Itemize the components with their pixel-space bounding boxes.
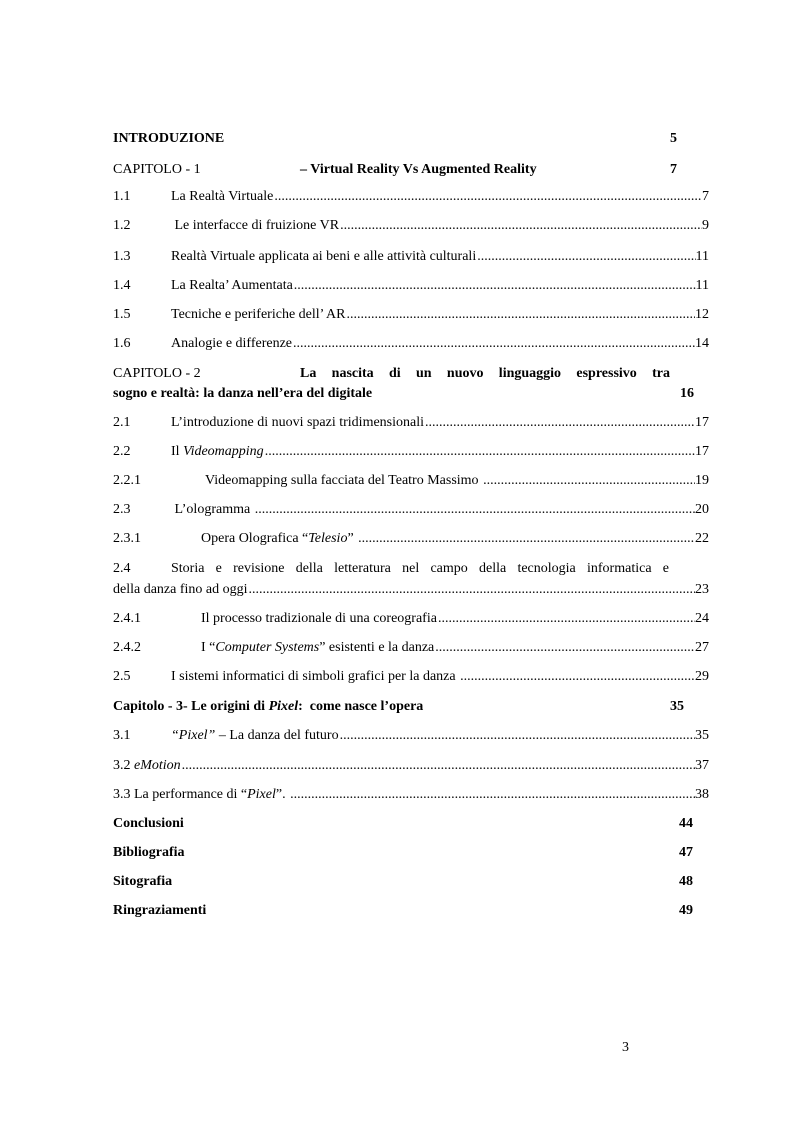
toc-entry xyxy=(113,443,709,461)
toc-leader-dots xyxy=(274,188,702,206)
toc-entry xyxy=(113,639,709,657)
toc-entry-title: Opera Olografica “Telesio” xyxy=(201,531,358,546)
toc-sitografia-page: 48 xyxy=(679,874,693,889)
toc-leader-dots xyxy=(255,501,695,519)
toc-leader-dots xyxy=(340,217,702,235)
toc-entry xyxy=(113,610,709,628)
toc-leader-dots xyxy=(346,306,695,324)
toc-leader-dots xyxy=(425,414,695,432)
toc-cap2-label: CAPITOLO - 2 xyxy=(113,366,201,381)
toc-entry-number: 2.3 xyxy=(113,502,131,517)
toc-leader-dots xyxy=(435,639,695,657)
toc-conclusioni: Conclusioni xyxy=(113,816,184,831)
toc-bibliografia: Bibliografia xyxy=(113,845,185,860)
toc-entry-number: 2.2 xyxy=(113,444,131,459)
toc-entry xyxy=(113,727,709,745)
toc-entry-title: La Realta’ Aumentata xyxy=(171,278,293,293)
toc-entry-title: Le interfacce di fruizione VR xyxy=(171,218,340,233)
toc-entry-page: 9 xyxy=(702,218,709,233)
toc-cap1-title: – Virtual Reality Vs Augmented Reality xyxy=(300,162,537,177)
toc-bibliografia-page: 47 xyxy=(679,845,693,860)
toc-entry-number: 2.3.1 xyxy=(113,531,141,546)
toc-entry-title: La Realtà Virtuale xyxy=(171,189,274,204)
toc-entry xyxy=(113,668,709,686)
toc-entry-page: 11 xyxy=(695,278,709,293)
toc-entry xyxy=(113,530,709,548)
toc-introduzione-label: INTRODUZIONE xyxy=(113,131,225,146)
toc-entry-number: 1.1 xyxy=(113,189,131,204)
toc-entry xyxy=(113,306,709,324)
toc-entry xyxy=(113,277,709,295)
toc-leader-dots xyxy=(182,757,695,775)
toc-entry-number: 2.4.2 xyxy=(113,640,141,655)
toc-entry-title: I sistemi informatici di simboli grafici per la danza xyxy=(171,669,460,684)
toc-entry-title: Realtà Virtuale applicata ai beni e alle attività culturali xyxy=(171,249,477,264)
toc-entry-number: 1.4 xyxy=(113,278,131,293)
toc-entry-title: 3.3 La performance di “Pixel”. xyxy=(113,787,290,802)
toc-cap2-title-line2: sogno e realtà: la danza nell’era del digitale xyxy=(113,386,373,401)
toc-leader-dots xyxy=(340,727,695,745)
toc-entry xyxy=(113,335,709,353)
toc-entry-page: 35 xyxy=(695,728,709,743)
toc-cap3-page: 35 xyxy=(670,699,684,714)
toc-entry-number: 1.2 xyxy=(113,218,131,233)
toc-leader-dots xyxy=(483,472,695,490)
toc-entry-title: Tecniche e periferiche dell’ AR xyxy=(171,307,346,322)
toc-entry xyxy=(113,757,709,775)
toc-entry-number: 2.4.1 xyxy=(113,611,141,626)
toc-leader-dots xyxy=(438,610,695,628)
toc-entry xyxy=(113,501,709,519)
toc-entry-number: 2.2.1 xyxy=(113,473,141,488)
toc-entry-page: 22 xyxy=(695,531,709,546)
toc-cap2-title-line1: La nascita di un nuovo linguaggio espressivo tra xyxy=(300,366,670,381)
toc-introduzione-page: 5 xyxy=(670,131,677,146)
toc-entry xyxy=(113,248,709,266)
toc-cap1-page: 7 xyxy=(670,162,677,177)
toc-entry xyxy=(113,581,709,599)
toc-entry-title: Il Videomapping xyxy=(171,444,264,459)
toc-entry-page: 11 xyxy=(695,249,709,264)
toc-entry xyxy=(113,217,709,235)
toc-entry-page: 19 xyxy=(695,473,709,488)
toc-entry-title-line1: Storia e revisione della letteratura nel campo della tecnologia informatica e xyxy=(171,561,669,576)
toc-entry-number: 1.6 xyxy=(113,336,131,351)
toc-cap1-label: CAPITOLO - 1 xyxy=(113,162,201,177)
toc-entry-title: L’ologramma xyxy=(171,502,254,517)
toc-entry-page: 14 xyxy=(695,336,709,351)
toc-entry xyxy=(113,414,709,432)
toc-entry-page: 24 xyxy=(695,611,709,626)
page-number: 3 xyxy=(622,1040,629,1055)
toc-entry-title-line2: della danza fino ad oggi xyxy=(113,582,248,597)
toc-entry-title: Analogie e differenze xyxy=(171,336,293,351)
toc-cap3-label: Capitolo - 3- Le origini di Pixel: come nasce l’opera xyxy=(113,699,424,714)
toc-entry-title: 3.2 eMotion xyxy=(113,758,181,773)
toc-entry-page: 23 xyxy=(695,582,709,597)
toc-entry-page: 12 xyxy=(695,307,709,322)
toc-entry-number: 2.4 xyxy=(113,561,131,576)
toc-entry-title: L’introduzione di nuovi spazi tridimensionali xyxy=(171,415,424,430)
toc-entry-number: 1.5 xyxy=(113,307,131,322)
toc-entry-number: 2.1 xyxy=(113,415,131,430)
toc-leader-dots xyxy=(265,443,695,461)
toc-leader-dots xyxy=(294,277,696,295)
toc-entry-title: “Pixel” – La danza del futuro xyxy=(171,728,339,743)
toc-entry-title: Videomapping sulla facciata del Teatro Massimo xyxy=(205,473,483,488)
toc-leader-dots xyxy=(358,530,695,548)
toc-sitografia: Sitografia xyxy=(113,874,173,889)
toc-leader-dots xyxy=(290,786,695,804)
toc-ringraziamenti-page: 49 xyxy=(679,903,693,918)
toc-leader-dots xyxy=(249,581,695,599)
toc-entry-number: 3.1 xyxy=(113,728,131,743)
toc-entry-number: 2.5 xyxy=(113,669,131,684)
toc-entry-page: 20 xyxy=(695,502,709,517)
toc-entry-title: I “Computer Systems” esistenti e la danza xyxy=(201,640,435,655)
toc-entry xyxy=(113,188,709,206)
toc-ringraziamenti: Ringraziamenti xyxy=(113,903,207,918)
toc-entry-number: 1.3 xyxy=(113,249,131,264)
toc-entry-page: 17 xyxy=(695,444,709,459)
toc-entry-title: Il processo tradizionale di una coreografia xyxy=(201,611,437,626)
toc-entry xyxy=(113,472,709,490)
toc-introduzione xyxy=(113,130,224,148)
toc-leader-dots xyxy=(293,335,695,353)
toc-entry-page: 38 xyxy=(695,787,709,802)
toc-leader-dots xyxy=(477,248,695,266)
toc-entry-page: 17 xyxy=(695,415,709,430)
toc-entry-page: 37 xyxy=(695,758,709,773)
toc-entry-page: 29 xyxy=(695,669,709,684)
toc-entry xyxy=(113,786,709,804)
toc-leader-dots xyxy=(460,668,695,686)
toc-cap2-page: 16 xyxy=(680,386,694,401)
toc-entry-page: 7 xyxy=(702,189,709,204)
toc-conclusioni-page: 44 xyxy=(679,816,693,831)
toc-entry-page: 27 xyxy=(695,640,709,655)
